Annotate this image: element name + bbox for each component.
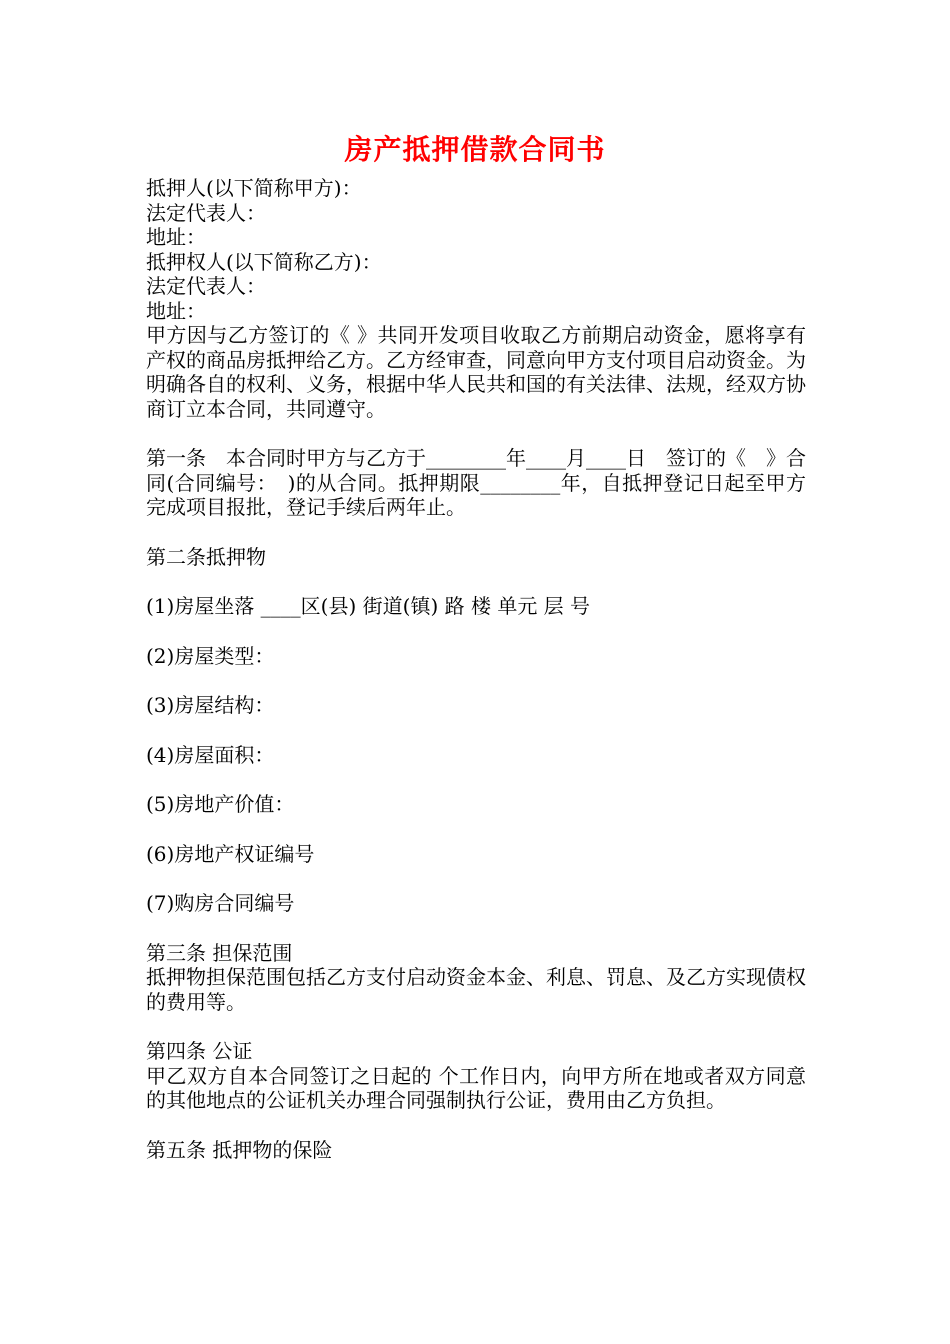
paragraph-gap bbox=[146, 1014, 806, 1039]
article-2-heading: 第二条抵押物 bbox=[146, 544, 266, 569]
paragraph-gap bbox=[146, 421, 806, 446]
article-3-heading: 第三条 担保范围 bbox=[146, 940, 293, 965]
collateral-item: (3)房屋结构： bbox=[146, 693, 275, 717]
mortgagee-representative-line: 法定代表人： bbox=[146, 274, 266, 298]
article-1-paragraph: 第一条 本合同时甲方与乙方于________年____月____日 签订的《 》合同(合同编号： )的从合同。抵押期限________年，自抵押登记日起至甲方完成项目报批，登记手续后两年止。 bbox=[146, 446, 806, 519]
article-4-heading: 第四条 公证 bbox=[146, 1039, 253, 1063]
document-body bbox=[146, 176, 806, 1162]
article-4-body: 甲乙双方自本合同签订之日起的 个工作日内，向甲方所在地或者双方同意的其他地点的公证机关办理合同强制执行公证，费用由乙方负担。 bbox=[146, 1063, 806, 1112]
paragraph-gap bbox=[146, 916, 806, 941]
paragraph-gap bbox=[146, 866, 806, 891]
paragraph-gap bbox=[146, 569, 806, 594]
mortgagor-representative-line: 法定代表人： bbox=[146, 200, 266, 225]
paragraph-gap bbox=[146, 767, 806, 792]
mortgagor-line: 抵押人(以下简称甲方)： bbox=[146, 176, 362, 200]
paragraph-gap bbox=[146, 520, 806, 545]
mortgagee-line: 抵押权人(以下简称乙方)： bbox=[146, 249, 382, 274]
paragraph-gap bbox=[146, 817, 806, 842]
article-5-heading: 第五条 抵押物的保险 bbox=[146, 1137, 333, 1162]
article-3-body: 抵押物担保范围包括乙方支付启动资金本金、利息、罚息、及乙方实现债权的费用等。 bbox=[146, 965, 806, 1014]
paragraph-gap bbox=[146, 718, 806, 743]
collateral-item: (2)房屋类型： bbox=[146, 643, 275, 668]
collateral-item: (5)房地产价值： bbox=[146, 792, 295, 816]
collateral-item: (4)房屋面积： bbox=[146, 742, 275, 767]
paragraph-gap bbox=[146, 1113, 806, 1138]
mortgagor-address-line: 地址： bbox=[146, 225, 206, 249]
collateral-item: (7)购房合同编号 bbox=[146, 891, 295, 915]
document-title: 房产抵押借款合同书 bbox=[344, 133, 606, 166]
mortgagee-address-line: 地址： bbox=[146, 298, 206, 323]
collateral-item: (1)房屋坐落 ____区(县) 街道(镇) 路 楼 单元 层 号 bbox=[146, 594, 591, 618]
collateral-item: (6)房地产权证编号 bbox=[146, 841, 315, 866]
paragraph-gap bbox=[146, 668, 806, 693]
intro-paragraph: 甲方因与乙方签订的《 》共同开发项目收取乙方前期启动资金，愿将享有产权的商品房抵押给乙方。乙方经审查，同意向甲方支付项目启动资金。为明确各自的权利、义务，根据中华人民共和国的有关法律、法规，经双方协商订立本合同，共同遵守。 bbox=[146, 323, 806, 421]
paragraph-gap bbox=[146, 619, 806, 644]
